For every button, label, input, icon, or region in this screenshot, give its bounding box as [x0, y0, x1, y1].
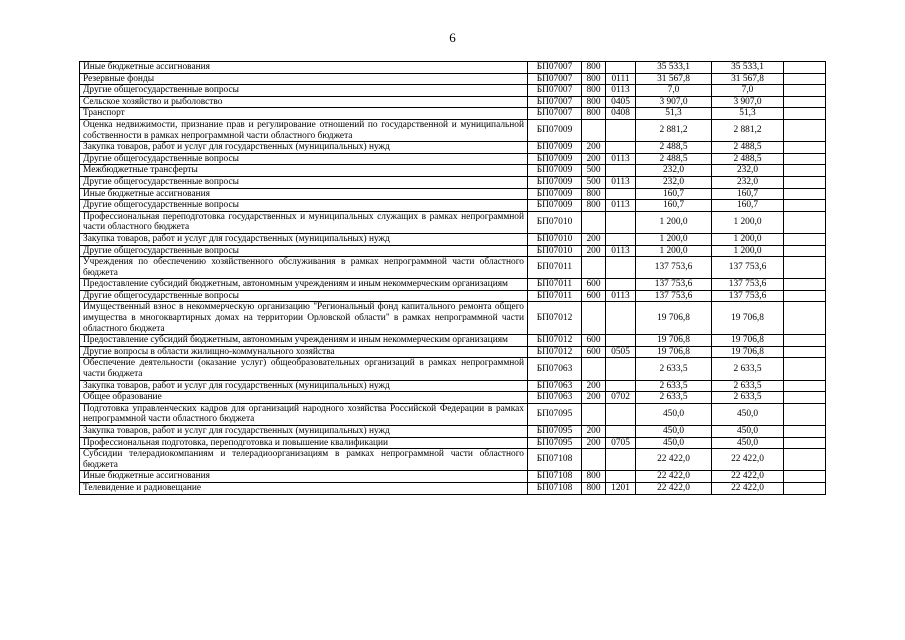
- row-code: БП07009: [528, 200, 582, 212]
- row-empty-cell: [784, 142, 826, 154]
- row-expense-type: 600: [582, 335, 606, 347]
- row-code: БП07095: [528, 403, 582, 425]
- row-amount-2: 450,0: [712, 437, 784, 449]
- row-empty-cell: [784, 153, 826, 165]
- table-row: [80, 200, 826, 212]
- row-code: БП07009: [528, 153, 582, 165]
- row-empty-cell: [784, 358, 826, 380]
- row-expense-type: [582, 358, 606, 380]
- row-expense-type: 200: [582, 153, 606, 165]
- row-amount: 2 488,5: [636, 142, 712, 154]
- table-row: [80, 290, 826, 302]
- row-amount: 450,0: [636, 426, 712, 438]
- row-code: БП07007: [528, 108, 582, 120]
- row-name: Профессиональная подготовка, переподготовка и повышение квалификации: [80, 437, 528, 449]
- row-name: Иные бюджетные ассигнования: [80, 471, 528, 483]
- row-expense-type: [582, 403, 606, 425]
- row-expense-type: 800: [582, 108, 606, 120]
- row-name: Телевидение и радиовещание: [80, 482, 528, 494]
- row-empty-cell: [784, 449, 826, 471]
- row-section: [606, 335, 636, 347]
- row-section: [606, 279, 636, 291]
- row-empty-cell: [784, 200, 826, 212]
- row-section: 0111: [606, 73, 636, 85]
- row-expense-type: 800: [582, 85, 606, 97]
- row-code: БП07063: [528, 392, 582, 404]
- row-amount: 3 907,0: [636, 96, 712, 108]
- row-name: Закупка товаров, работ и услуг для государственных (муниципальных) нужд: [80, 233, 528, 245]
- row-expense-type: 800: [582, 96, 606, 108]
- row-amount-2: 232,0: [712, 165, 784, 177]
- row-name: Другие общегосударственные вопросы: [80, 176, 528, 188]
- row-expense-type: 500: [582, 165, 606, 177]
- row-amount-2: 22 422,0: [712, 449, 784, 471]
- row-name: Предоставление субсидий бюджетным, автономным учреждениям и иным некоммерческим организациям: [80, 279, 528, 291]
- row-empty-cell: [784, 245, 826, 257]
- row-expense-type: 800: [582, 188, 606, 200]
- row-amount: 2 633,5: [636, 358, 712, 380]
- row-name: Закупка товаров, работ и услуг для государственных (муниципальных) нужд: [80, 142, 528, 154]
- row-section: [606, 211, 636, 233]
- row-name: Другие общегосударственные вопросы: [80, 85, 528, 97]
- row-expense-type: [582, 302, 606, 335]
- row-code: БП07009: [528, 142, 582, 154]
- row-name: Субсидии телерадиокомпаниям и телерадиоорганизациям в рамках непрограммной части областного бюджета: [80, 449, 528, 471]
- table-row: [80, 176, 826, 188]
- row-amount-2: 232,0: [712, 176, 784, 188]
- row-section: [606, 426, 636, 438]
- row-amount: 31 567,8: [636, 73, 712, 85]
- row-amount: 19 706,8: [636, 346, 712, 358]
- row-code: БП07095: [528, 426, 582, 438]
- row-code: БП07012: [528, 346, 582, 358]
- row-section: [606, 165, 636, 177]
- table-row: [80, 279, 826, 291]
- row-empty-cell: [784, 108, 826, 120]
- row-code: БП07007: [528, 96, 582, 108]
- row-section: 0113: [606, 176, 636, 188]
- row-amount: 2 488,5: [636, 153, 712, 165]
- row-empty-cell: [784, 73, 826, 85]
- budget-table-body: [80, 62, 826, 495]
- row-section: [606, 257, 636, 279]
- row-amount: 19 706,8: [636, 335, 712, 347]
- table-row: [80, 165, 826, 177]
- row-name: Учреждения по обеспечению хозяйственного обслуживания в рамках непрограммной части областного бюджета: [80, 257, 528, 279]
- row-amount-2: 19 706,8: [712, 346, 784, 358]
- row-amount: 160,7: [636, 200, 712, 212]
- row-expense-type: [582, 257, 606, 279]
- row-section: 0408: [606, 108, 636, 120]
- row-amount: 232,0: [636, 176, 712, 188]
- row-amount-2: 31 567,8: [712, 73, 784, 85]
- row-name: Другие общегосударственные вопросы: [80, 200, 528, 212]
- row-code: БП07007: [528, 62, 582, 74]
- table-row: [80, 449, 826, 471]
- row-name: Другие общегосударственные вопросы: [80, 245, 528, 257]
- row-amount: 1 200,0: [636, 233, 712, 245]
- row-code: БП07009: [528, 188, 582, 200]
- row-amount-2: 3 907,0: [712, 96, 784, 108]
- row-amount: 19 706,8: [636, 302, 712, 335]
- row-empty-cell: [784, 437, 826, 449]
- row-amount: 2 881,2: [636, 119, 712, 141]
- row-section: [606, 449, 636, 471]
- row-name: Другие общегосударственные вопросы: [80, 153, 528, 165]
- row-empty-cell: [784, 233, 826, 245]
- row-amount-2: 1 200,0: [712, 211, 784, 233]
- row-expense-type: 800: [582, 73, 606, 85]
- row-section: [606, 302, 636, 335]
- page-number: 6: [449, 30, 456, 45]
- table-row: [80, 245, 826, 257]
- row-amount-2: 137 753,6: [712, 279, 784, 291]
- row-amount-2: 35 533,1: [712, 62, 784, 74]
- row-section: 1201: [606, 482, 636, 494]
- row-code: БП07010: [528, 233, 582, 245]
- table-row: [80, 392, 826, 404]
- row-name: Закупка товаров, работ и услуг для государственных (муниципальных) нужд: [80, 426, 528, 438]
- table-row: [80, 335, 826, 347]
- row-name: Межбюджетные трансферты: [80, 165, 528, 177]
- table-row: [80, 119, 826, 141]
- row-empty-cell: [784, 279, 826, 291]
- row-name: Транспорт: [80, 108, 528, 120]
- budget-table: [79, 61, 826, 495]
- table-row: [80, 188, 826, 200]
- row-empty-cell: [784, 188, 826, 200]
- row-code: БП07011: [528, 279, 582, 291]
- row-amount: 450,0: [636, 403, 712, 425]
- row-amount: 137 753,6: [636, 279, 712, 291]
- row-code: БП07009: [528, 119, 582, 141]
- row-expense-type: 200: [582, 380, 606, 392]
- row-amount-2: 1 200,0: [712, 233, 784, 245]
- row-section: [606, 403, 636, 425]
- row-empty-cell: [784, 62, 826, 74]
- row-code: БП07010: [528, 245, 582, 257]
- row-code: БП07063: [528, 380, 582, 392]
- table-row: [80, 302, 826, 335]
- row-name: Профессиональная переподготовка государственных и муниципальных служащих в рамках непрограммной части областного бюджета: [80, 211, 528, 233]
- row-amount: 35 533,1: [636, 62, 712, 74]
- row-amount: 2 633,5: [636, 380, 712, 392]
- row-amount: 2 633,5: [636, 392, 712, 404]
- row-section: 0113: [606, 153, 636, 165]
- row-name: Иные бюджетные ассигнования: [80, 62, 528, 74]
- table-row: [80, 142, 826, 154]
- row-code: БП07007: [528, 73, 582, 85]
- row-section: 0405: [606, 96, 636, 108]
- row-section: [606, 471, 636, 483]
- row-code: БП07108: [528, 482, 582, 494]
- table-row: [80, 153, 826, 165]
- table-row: [80, 358, 826, 380]
- row-amount: 160,7: [636, 188, 712, 200]
- table-row: [80, 233, 826, 245]
- row-code: БП07009: [528, 176, 582, 188]
- row-section: 0505: [606, 346, 636, 358]
- row-expense-type: 600: [582, 279, 606, 291]
- row-amount-2: 22 422,0: [712, 482, 784, 494]
- row-amount-2: 137 753,6: [712, 257, 784, 279]
- row-amount-2: 450,0: [712, 426, 784, 438]
- row-code: БП07011: [528, 257, 582, 279]
- row-empty-cell: [784, 165, 826, 177]
- row-expense-type: 500: [582, 176, 606, 188]
- row-name: Другие вопросы в области жилищно-коммунального хозяйства: [80, 346, 528, 358]
- row-expense-type: 200: [582, 437, 606, 449]
- row-expense-type: 800: [582, 471, 606, 483]
- table-row: [80, 211, 826, 233]
- row-amount-2: 450,0: [712, 403, 784, 425]
- row-name: Другие общегосударственные вопросы: [80, 290, 528, 302]
- table-row: [80, 108, 826, 120]
- row-section: 0113: [606, 245, 636, 257]
- row-expense-type: 800: [582, 482, 606, 494]
- table-row: [80, 96, 826, 108]
- row-amount: 450,0: [636, 437, 712, 449]
- row-amount-2: 19 706,8: [712, 335, 784, 347]
- row-empty-cell: [784, 346, 826, 358]
- row-code: БП07012: [528, 302, 582, 335]
- row-expense-type: 800: [582, 200, 606, 212]
- table-row: [80, 73, 826, 85]
- row-section: [606, 62, 636, 74]
- row-code: БП07108: [528, 471, 582, 483]
- row-empty-cell: [784, 335, 826, 347]
- table-row: [80, 482, 826, 494]
- row-amount-2: 7,0: [712, 85, 784, 97]
- table-row: [80, 380, 826, 392]
- row-amount-2: 2 633,5: [712, 392, 784, 404]
- row-expense-type: [582, 449, 606, 471]
- row-section: [606, 380, 636, 392]
- row-expense-type: 200: [582, 142, 606, 154]
- row-code: БП07007: [528, 85, 582, 97]
- row-amount-2: 160,7: [712, 188, 784, 200]
- row-amount-2: 1 200,0: [712, 245, 784, 257]
- row-section: 0705: [606, 437, 636, 449]
- row-amount: 1 200,0: [636, 245, 712, 257]
- row-empty-cell: [784, 302, 826, 335]
- row-amount: 137 753,6: [636, 257, 712, 279]
- row-name: Оценка недвижимости, признание прав и регулирование отношений по государственной и муниципальной собственности в рамках непрограммной части областного бюджета: [80, 119, 528, 141]
- row-expense-type: 600: [582, 346, 606, 358]
- row-section: [606, 358, 636, 380]
- row-expense-type: 200: [582, 233, 606, 245]
- row-amount-2: 51,3: [712, 108, 784, 120]
- row-section: [606, 188, 636, 200]
- row-amount: 51,3: [636, 108, 712, 120]
- table-row: [80, 403, 826, 425]
- row-amount-2: 2 488,5: [712, 142, 784, 154]
- row-code: БП07011: [528, 290, 582, 302]
- row-expense-type: 200: [582, 392, 606, 404]
- row-empty-cell: [784, 380, 826, 392]
- row-section: 0702: [606, 392, 636, 404]
- row-amount-2: 137 753,6: [712, 290, 784, 302]
- row-name: Имущественный взнос в некоммерческую организацию "Региональный фонд капитального ремонта общего имущества в многоквартирных домах на территории Орловской области" в рамках непрограммной части областного бюджета: [80, 302, 528, 335]
- row-amount: 232,0: [636, 165, 712, 177]
- row-expense-type: 600: [582, 290, 606, 302]
- row-code: БП07108: [528, 449, 582, 471]
- row-code: БП07012: [528, 335, 582, 347]
- row-amount-2: 2 633,5: [712, 358, 784, 380]
- row-empty-cell: [784, 85, 826, 97]
- table-row: [80, 437, 826, 449]
- row-amount-2: 19 706,8: [712, 302, 784, 335]
- row-amount-2: 2 488,5: [712, 153, 784, 165]
- row-expense-type: 800: [582, 62, 606, 74]
- row-section: [606, 233, 636, 245]
- row-code: БП07095: [528, 437, 582, 449]
- row-amount: 7,0: [636, 85, 712, 97]
- row-expense-type: [582, 119, 606, 141]
- table-row: [80, 426, 826, 438]
- table-row: [80, 257, 826, 279]
- row-section: [606, 119, 636, 141]
- row-empty-cell: [784, 471, 826, 483]
- row-empty-cell: [784, 392, 826, 404]
- row-amount: 1 200,0: [636, 211, 712, 233]
- row-name: Подготовка управленческих кадров для организаций народного хозяйства Российской Федерации в рамках непрограммной части областного бюджета: [80, 403, 528, 425]
- row-expense-type: [582, 211, 606, 233]
- row-name: Обеспечение деятельности (оказание услуг) общеобразовательных организаций в рамках непрограммной части бюджета: [80, 358, 528, 380]
- row-code: БП07009: [528, 165, 582, 177]
- row-empty-cell: [784, 211, 826, 233]
- row-section: [606, 142, 636, 154]
- row-amount-2: 22 422,0: [712, 471, 784, 483]
- row-empty-cell: [784, 426, 826, 438]
- row-amount-2: 2 633,5: [712, 380, 784, 392]
- row-section: 0113: [606, 85, 636, 97]
- row-code: БП07010: [528, 211, 582, 233]
- row-name: Общее образование: [80, 392, 528, 404]
- row-empty-cell: [784, 482, 826, 494]
- row-name: Резервные фонды: [80, 73, 528, 85]
- table-row: [80, 471, 826, 483]
- row-empty-cell: [784, 257, 826, 279]
- row-name: Предоставление субсидий бюджетным, автономным учреждениям и иным некоммерческим организациям: [80, 335, 528, 347]
- row-empty-cell: [784, 96, 826, 108]
- row-section: 0113: [606, 200, 636, 212]
- row-empty-cell: [784, 290, 826, 302]
- row-amount-2: 160,7: [712, 200, 784, 212]
- table-row: [80, 346, 826, 358]
- row-amount: 22 422,0: [636, 471, 712, 483]
- row-expense-type: 200: [582, 426, 606, 438]
- row-code: БП07063: [528, 358, 582, 380]
- row-amount: 22 422,0: [636, 482, 712, 494]
- row-empty-cell: [784, 176, 826, 188]
- row-expense-type: 200: [582, 245, 606, 257]
- row-empty-cell: [784, 119, 826, 141]
- row-amount: 137 753,6: [636, 290, 712, 302]
- row-amount: 22 422,0: [636, 449, 712, 471]
- table-row: [80, 85, 826, 97]
- row-name: Сельское хозяйство и рыболовство: [80, 96, 528, 108]
- row-name: Иные бюджетные ассигнования: [80, 188, 528, 200]
- table-row: [80, 62, 826, 74]
- row-amount-2: 2 881,2: [712, 119, 784, 141]
- row-section: 0113: [606, 290, 636, 302]
- row-name: Закупка товаров, работ и услуг для государственных (муниципальных) нужд: [80, 380, 528, 392]
- row-empty-cell: [784, 403, 826, 425]
